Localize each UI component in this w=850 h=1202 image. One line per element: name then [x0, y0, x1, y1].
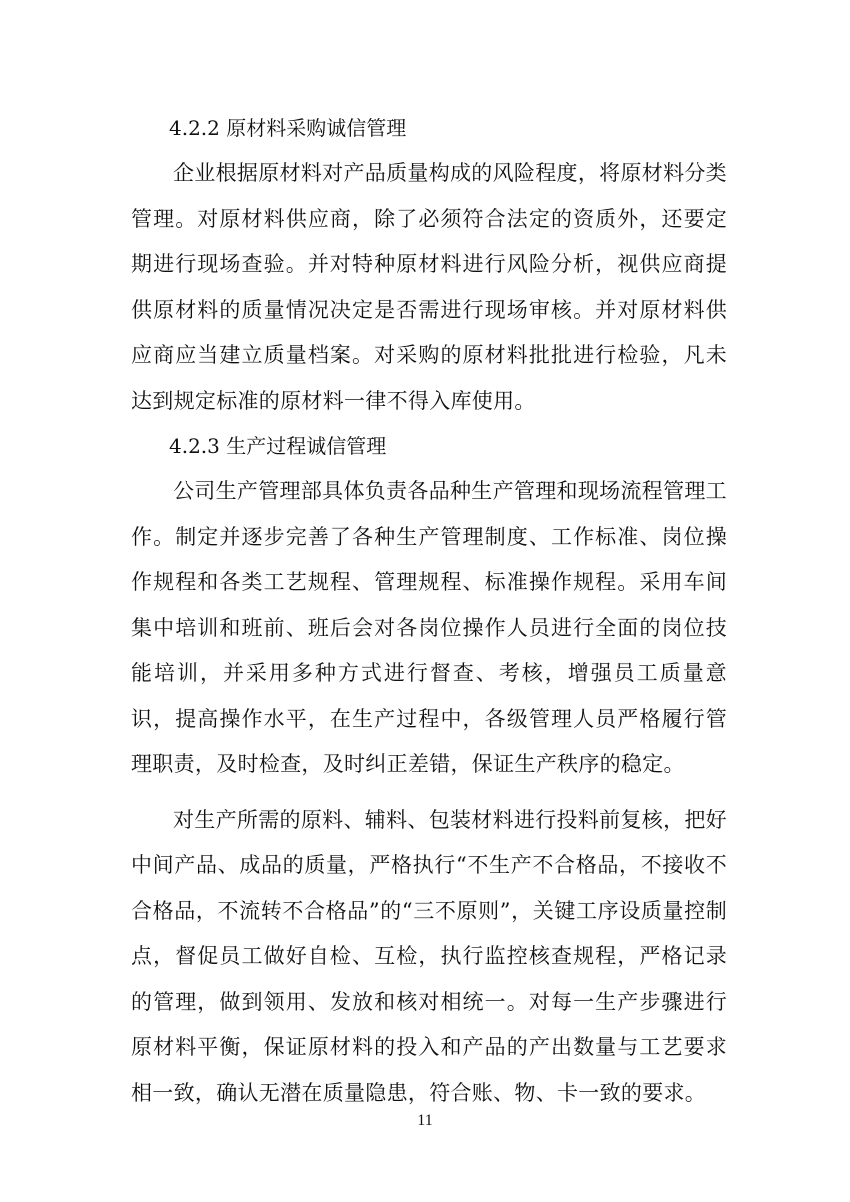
page-number: 11 [417, 1112, 433, 1129]
paragraph-spacer [131, 788, 727, 798]
section-heading-production-process: 4.2.3 生产过程诚信管理 [169, 434, 387, 458]
paragraph-material-verification: 对生产所需的原料、辅料、包装材料进行投料前复核，把好中间产品、成品的质量，严格执行“不生产不合格品，不接收不合格品，不流转不合格品”的“三不原则”，关键工序设质量控制点，督促员工做好自检、互检，执行监控核查规程，严格记录的管理，做到领用、发放和核对相统一。对每一生产步骤进行原材料平衡，保证原材料的投入和产品的产出数量与工艺要求相一致，确认无潜在质量隐患，符合账、物、卡一致的要求。 [131, 807, 727, 1105]
paragraph-production-management: 公司生产管理部具体负责各品种生产管理和现场流程管理工作。制定并逐步完善了各种生产管理制度、工作标准、岗位操作规程和各类工艺规程、管理规程、标准操作规程。采用车间集中培训和班前、班后会对各岗位操作人员进行全面的岗位技能培训，并采用多种方式进行督查、考核，增强员工质量意识，提高操作水平，在生产过程中，各级管理人员严格履行管理职责，及时检查，及时纠正差错，保证生产秩序的稳定。 [131, 479, 727, 776]
section-heading-raw-material-procurement: 4.2.2 原材料采购诚信管理 [169, 116, 407, 140]
paragraph-raw-material-procurement: 企业根据原材料对产品质量构成的风险程度，将原材料分类管理。对原材料供应商，除了必须符合法定的资质外，还要定期进行现场查验。并对特种原材料进行风险分析，视供应商提供原材料的质量情况决定是否需进行现场审核。并对原材料供应商应当建立质量档案。对采购的原材料批批进行检验，凡未达到规定标准的原材料一律不得入库使用。 [131, 161, 727, 413]
document-body [131, 106, 727, 1116]
